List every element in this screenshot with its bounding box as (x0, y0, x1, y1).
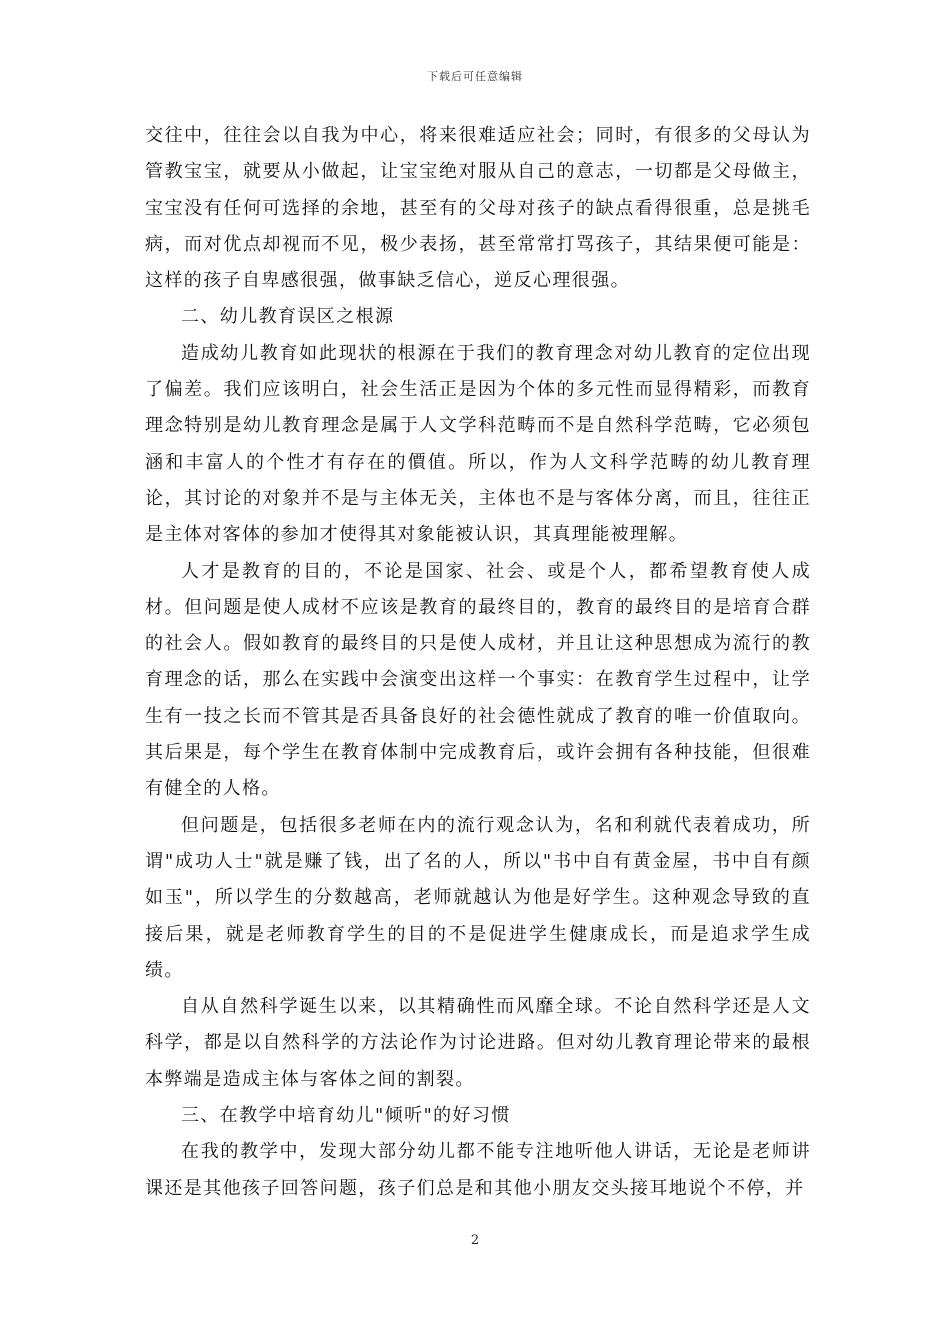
page-header: 下载后可任意编辑 (427, 70, 523, 83)
document-body (145, 118, 811, 1207)
section-heading-2: 二、幼儿教育误区之根源 (181, 306, 395, 328)
paragraph-talent-goal: 人才是教育的目的，不论是国家、社会、或是个人，都希望教育使人成材。但问题是使人成材不应该是教育的最终目的，教育的最终目的是培育合群的社会人。假如教育的最终目的只是使人成材，并且让这种思想成为流行的教育理念的话，那么在实践中会演变出这样一个事实：在教育学生过程中，让学生有一技之长而不管其是否具备良好的社会德性就成了教育的唯一价值取向。其后果是，每个学生在教育体制中完成教育后，或许会拥有各种技能，但很难有健全的人格。 (145, 560, 811, 800)
paragraph-success-notion: 但问题是，包括很多老师在内的流行观念认为，名和利就代表着成功，所谓"成功人士"就是赚了钱，出了名的人，所以"书中自有黄金屋，书中自有颜如玉"，所以学生的分数越高，老师就越认为他是好学生。这种观念导致的直接后果，就是老师教育学生的目的不是促进学生健康成长，而是追求学生成绩。 (145, 814, 811, 981)
section-heading-3: 三、在教学中培育幼儿"倾听"的好习惯 (181, 1105, 511, 1127)
paragraph-root-cause: 造成幼儿教育如此现状的根源在于我们的教育理念对幼儿教育的定位出现了偏差。我们应该明白，社会生活正是因为个体的多元性而显得精彩，而教育理念特别是幼儿教育理念是属于人文学科范畴而不是自然科学范畴，它必须包涵和丰富人的个性才有存在的價值。所以，作为人文科学范畴的幼儿教育理论，其讨论的对象并不是与主体无关，主体也不是与客体分离，而且，往往正是主体对客体的参加才使得其对象能被认识，其真理能被理解。 (145, 342, 811, 546)
paragraph-continuation: 交往中，往往会以自我为中心，将来很难适应社会；同时，有很多的父母认为管教宝宝，就要从小做起，让宝宝绝对服从自己的意志，一切都是父母做主，宝宝没有任何可选择的余地，甚至有的父母对孩子的缺点看得很重，总是挑毛病，而对优点却视而不见，极少表扬，甚至常常打骂孩子，其结果便可能是：这样的孩子自卑感很强，做事缺乏信心，逆反心理很强。 (145, 125, 811, 292)
paragraph-natural-science: 自从自然科学诞生以来，以其精确性而风靡全球。不论自然科学还是人文科学，都是以自然科学的方法论作为讨论进路。但对幼儿教育理论带来的最根本弊端是造成主体与客体之间的割裂。 (145, 996, 811, 1090)
paragraph-listening: 在我的教学中，发现大部分幼儿都不能专注地听他人讲话，无论是老师讲课还是其他孩子回答问题，孩子们总是和其他小朋友交头接耳地说个不停，并 (145, 1141, 811, 1199)
page-number: 2 (470, 1233, 480, 1248)
